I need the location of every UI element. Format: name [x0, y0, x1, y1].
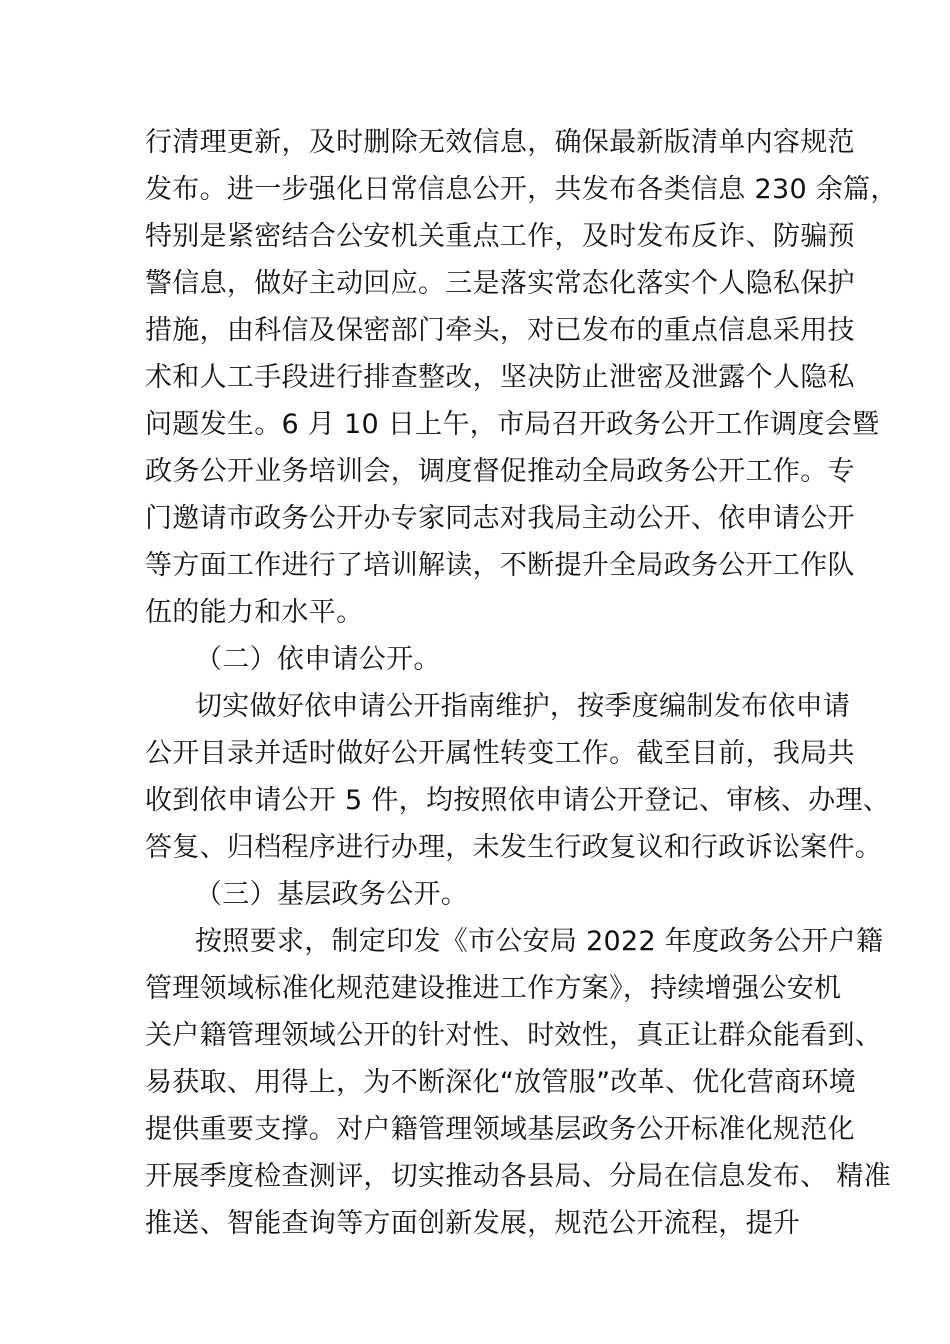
- paragraph-line: 关户籍管理领域公开的针对性、时效性，真正让群众能看到、: [145, 1020, 883, 1051]
- paragraph-line: 等方面工作进行了培训解读，不断提升全局政务公开工作队: [145, 550, 855, 581]
- paragraph-line: 警信息，做好主动回应。三是落实常态化落实个人隐私保护: [145, 268, 855, 299]
- paragraph-line: 开展季度检查测评，切实推动各县局、分局在信息发布、 精准: [145, 1161, 891, 1192]
- paragraph-line: 公开目录并适时做好公开属性转变工作。截至目前，我局共: [145, 738, 855, 769]
- paragraph-line: 收到依申请公开 5 件，均按照依申请公开登记、审核、办理、: [145, 785, 891, 816]
- section-heading: （三）基层政务公开。: [195, 879, 468, 910]
- paragraph-line: 行清理更新，及时删除无效信息，确保最新版清单内容规范: [145, 127, 855, 158]
- paragraph-line: 政务公开业务培训会，调度督促推动全局政务公开工作。专: [145, 456, 855, 487]
- paragraph-line: 推送、智能查询等方面创新发展，规范公开流程，提升: [145, 1208, 801, 1239]
- paragraph-line: 特别是紧密结合公安机关重点工作，及时发布反诈、防骗预: [145, 221, 855, 252]
- section-heading: （二）依申请公开。: [195, 644, 441, 675]
- paragraph-line: 措施，由科信及保密部门牵头，对已发布的重点信息采用技: [145, 315, 855, 346]
- paragraph-line: 门邀请市政务公开办专家同志对我局主动公开、依申请公开: [145, 503, 855, 534]
- paragraph-line: 按照要求，制定印发《市公安局 2022 年度政务公开户籍: [195, 926, 884, 957]
- paragraph-line: 问题发生。6 月 10 日上午，市局召开政务公开工作调度会暨: [145, 409, 880, 440]
- paragraph-line: 切实做好依申请公开指南维护，按季度编制发布依申请: [195, 691, 851, 722]
- paragraph-line: 提供重要支撑。对户籍管理领域基层政务公开标准化规范化: [145, 1114, 855, 1145]
- paragraph-line: 术和人工手段进行排查整改，坚决防止泄密及泄露个人隐私: [145, 362, 855, 393]
- paragraph-line: 伍的能力和水平。: [145, 597, 364, 628]
- paragraph-line: 管理领域标准化规范建设推进工作方案》，持续增强公安机: [145, 973, 842, 1004]
- paragraph-line: 发布。进一步强化日常信息公开，共发布各类信息 230 余篇，: [145, 174, 898, 205]
- paragraph-line: 答复、归档程序进行办理，未发生行政复议和行政诉讼案件。: [145, 832, 883, 863]
- paragraph-line: 易获取、用得上，为不断深化“放管服”改革、优化营商环境: [145, 1067, 857, 1098]
